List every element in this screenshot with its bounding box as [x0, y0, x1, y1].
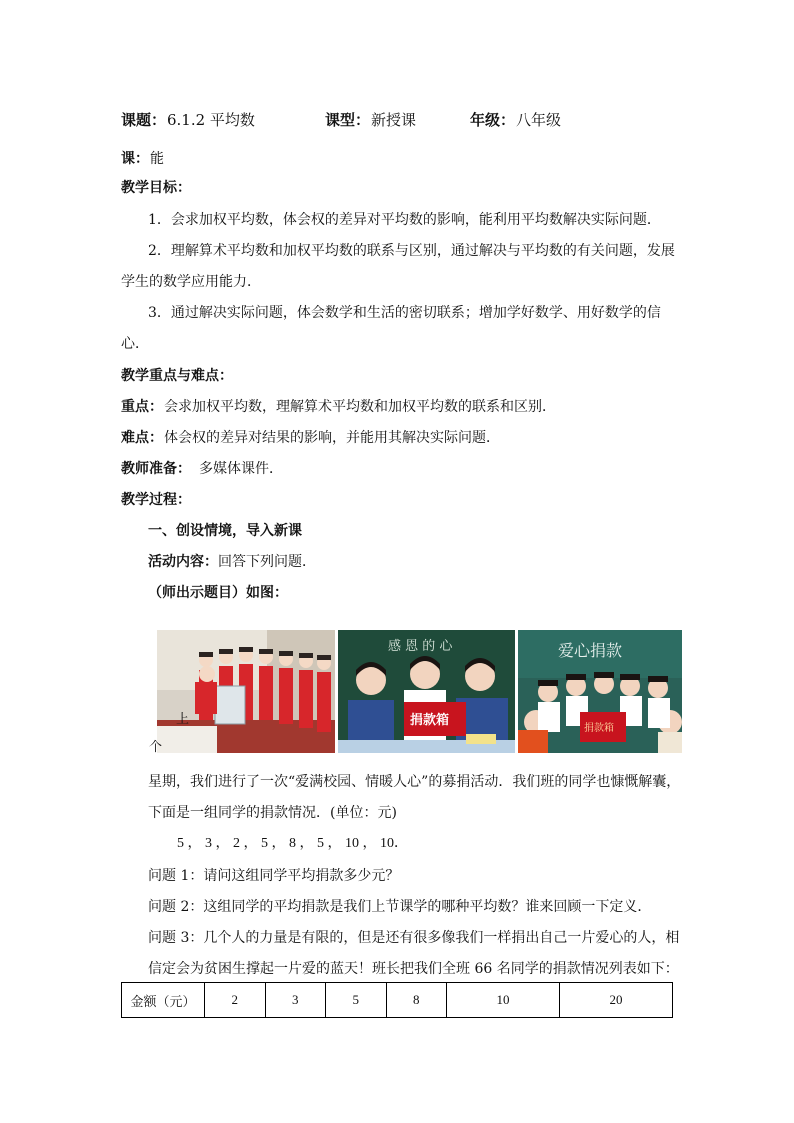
key-points-heading: 教学重点与难点：	[121, 368, 233, 384]
question-3-line1: 问题 3：几个人的力量是有限的，但是还有很多像我们一样捐出自己一片爱心的人，相	[148, 930, 680, 946]
photo-classroom-donation-box	[338, 630, 515, 753]
topic-label: 课题：	[121, 111, 167, 129]
story-line-1: 星期，我们进行了一次“爱满校园、情暖人心”的募捐活动．我们班的同学也慷慨解囊，	[148, 774, 681, 790]
photo2-board-text: 感 恩 的 心	[388, 639, 453, 654]
grade-label: 年级：	[470, 111, 516, 129]
prep-text: 多媒体课件．	[199, 461, 283, 477]
donation-amount-table	[121, 982, 673, 1018]
story-line-2: 下面是一组同学的捐款情况．(单位：元)	[148, 805, 397, 821]
table-cell: 5	[326, 983, 387, 1018]
process-heading: 教学过程：	[121, 492, 191, 508]
focus-text: 会求加权平均数，理解算术平均数和加权平均数的联系和区别．	[164, 399, 556, 415]
photo3-box-label: 捐款箱	[584, 723, 614, 734]
donation-data-line: 5 ， 3 ， 2 ， 5 ， 8 ， 5 ， 10 ， 10．	[177, 836, 408, 851]
activity-text: 回答下列问题．	[218, 554, 316, 570]
table-cell: 2	[205, 983, 266, 1018]
photo3-board-text: 爱心捐款	[558, 641, 623, 660]
table-cell: 8	[386, 983, 447, 1018]
objective-3-line1: 3．通过解决实际问题，体会数学和生活的密切联系；增加学好数学、用好数学的信	[148, 305, 661, 321]
objective-2-line2: 学生的数学应用能力．	[121, 274, 261, 290]
question-1: 问题 1：请问这组同学平均捐款多少元？	[148, 868, 400, 884]
type-value: 新授课	[371, 111, 417, 129]
table-cell: 3	[265, 983, 326, 1018]
section-1-title: 一、创设情境，导入新课	[148, 523, 302, 539]
ke-value: 能	[150, 151, 164, 167]
table-cell: 10	[447, 983, 560, 1018]
photo-children-donating	[157, 630, 335, 753]
teacher-note: （师出示题目）如图：	[148, 585, 288, 601]
objective-2-line1: 2．理解算术平均数和加权平均数的联系与区别，通过解决与平均数的有关问题，发展	[148, 243, 675, 259]
photo-overlay-a: 上	[176, 712, 190, 727]
question-2: 问题 2：这组同学的平均捐款是我们上节课学的哪种平均数？谁来回顾一下定义．	[148, 899, 652, 915]
table-row	[122, 983, 673, 1018]
objective-3-line2: 心．	[121, 336, 149, 352]
table-header-cell: 金额（元）	[122, 983, 205, 1018]
grade-value: 八年级	[516, 111, 562, 129]
prep-label: 教师准备：	[121, 461, 191, 477]
ke-label: 课：	[121, 151, 149, 167]
difficulty-label: 难点：	[121, 430, 163, 446]
table-cell: 20	[560, 983, 673, 1018]
objective-1: 1．会求加权平均数，体会权的差异对平均数的影响，能利用平均数解决实际问题．	[148, 212, 661, 228]
difficulty-text: 体会权的差异对结果的影响，并能用其解决实际问题．	[164, 430, 500, 446]
photo2-box-label: 捐款箱	[410, 713, 450, 728]
activity-label: 活动内容：	[148, 554, 218, 570]
objectives-heading: 教学目标：	[121, 180, 191, 196]
question-3-line2: 信定会为贫困生撑起一片爱的蓝天！班长把我们全班 66 名同学的捐款情况列表如下：	[148, 961, 679, 977]
focus-label: 重点：	[121, 399, 163, 415]
type-label: 课型：	[325, 111, 371, 129]
topic-value: 6.1.2 平均数	[167, 111, 255, 129]
photo-overlay-b: 个	[149, 740, 163, 755]
photo-students-pass-money	[518, 630, 682, 753]
